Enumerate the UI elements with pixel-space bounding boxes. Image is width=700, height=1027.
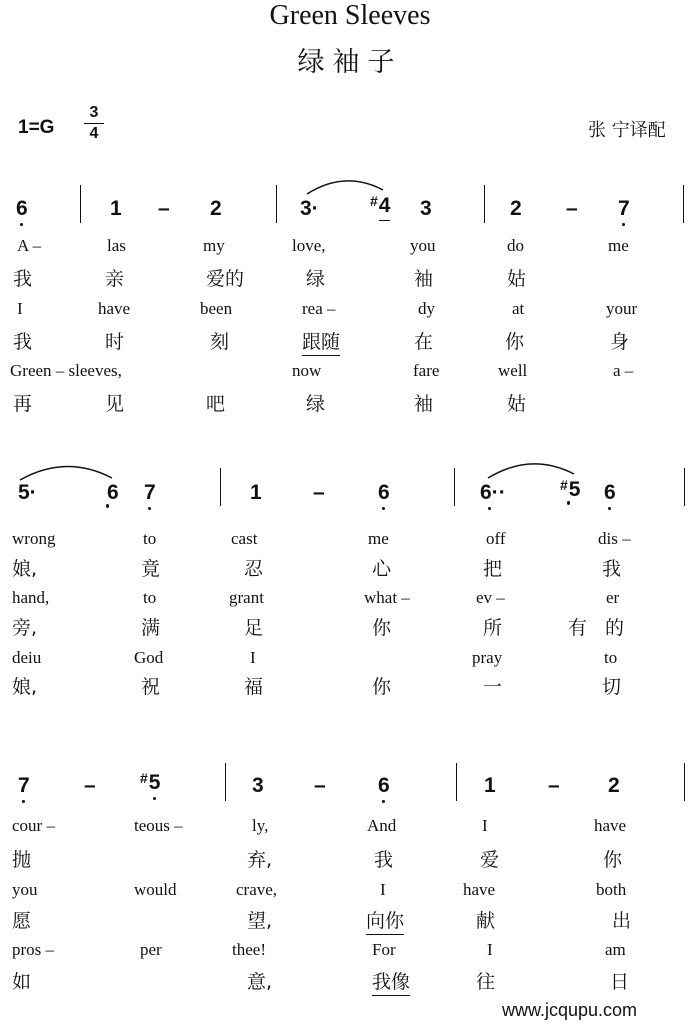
lyric-verse1-en: cour –	[12, 816, 55, 835]
note-digit: 4	[378, 194, 391, 217]
lyric-verse3-en: For	[372, 940, 396, 959]
lyric-verse2-en: what –	[364, 588, 410, 607]
sharp-sign: #	[370, 193, 378, 209]
lyric-verse3-zh: 祝	[141, 676, 161, 698]
lyric-verse3-en: to	[604, 648, 618, 667]
lyric-verse3-zh: 你	[372, 676, 392, 698]
note-digit: 5	[568, 478, 581, 501]
lyric-verse2-en: hand,	[12, 588, 50, 607]
note-digit: 7	[18, 774, 30, 797]
barline	[80, 185, 81, 223]
lyric-verse2-en: you	[12, 880, 38, 899]
lyric-verse1-en: love,	[292, 236, 326, 255]
lyric-verse1-zh: 你	[603, 849, 623, 871]
lyric-verse3-en: Green – sleeves,	[10, 361, 122, 380]
note: 3·	[300, 197, 319, 220]
lyric-verse3-en: pray	[472, 648, 503, 667]
lyric-verse3-en: I	[487, 940, 493, 959]
lyric-verse3-en: well	[498, 361, 528, 380]
lyric-verse2-zh: 你	[505, 331, 525, 353]
lyric-verse2-en: grant	[229, 588, 264, 607]
lyric-verse1-en: my	[203, 236, 225, 255]
lyric-verse1-zh: 我	[374, 849, 394, 871]
lyric-verse3-zh: 切	[602, 676, 622, 698]
lyric-verse2-zh: 愿	[12, 910, 32, 932]
lyric-verse1-en: do	[507, 236, 524, 255]
lyric-verse2-en: to	[143, 588, 157, 607]
note: 1	[484, 774, 496, 797]
lyric-verse2-zh: 你	[372, 617, 392, 639]
lyric-verse3-zh: 绿	[306, 393, 326, 415]
lyric-verse3-zh: 再	[13, 393, 33, 415]
lyric-verse1-en: I	[482, 816, 488, 835]
lyric-verse1-en: to	[143, 529, 157, 548]
note: 3	[252, 774, 264, 797]
note	[618, 197, 630, 221]
lyric-verse2-zh: 望,	[247, 910, 273, 932]
lyric-verse3-en: fare	[413, 361, 440, 380]
lyric-verse1-zh: 弃,	[247, 849, 273, 871]
lyric-verse1-en: off	[486, 529, 506, 548]
lyric-verse1-zh: 我	[13, 268, 33, 290]
barline	[684, 468, 685, 506]
lyric-verse2-zh: 足	[244, 617, 264, 639]
lyric-verse3-zh: 见	[105, 393, 125, 415]
barline	[484, 185, 485, 223]
lyric-verse3-en: a –	[613, 361, 634, 380]
lyric-verse2-en: dy	[418, 299, 435, 318]
lyric-verse2-zh: 刻	[210, 331, 230, 353]
barline	[276, 185, 277, 223]
lyric-verse2-zh: 时	[105, 331, 125, 353]
lyric-verse3-zh: 意,	[247, 971, 273, 993]
lyric-verse2-en: er	[606, 588, 620, 607]
note-digit: 7	[144, 481, 156, 504]
time-signature-bottom: 4	[89, 125, 99, 142]
lyric-verse1-en: cast	[231, 529, 258, 548]
lyric-verse2-en: been	[200, 299, 233, 318]
time-signature	[84, 104, 104, 143]
slur-mark	[18, 462, 114, 482]
note: 1	[250, 481, 262, 504]
lyric-verse2-zh: 向你	[366, 906, 404, 935]
lyric-verse1-zh: 心	[372, 558, 392, 580]
barline	[456, 763, 457, 801]
lyric-verse1-en: have	[594, 816, 627, 835]
lyric-verse2-en: both	[596, 880, 627, 899]
note	[16, 197, 28, 221]
lyric-verse2-zh: 有的	[568, 617, 643, 639]
note: 1	[110, 197, 122, 220]
note-digit: 6	[604, 481, 616, 504]
lyric-verse1-en: me	[368, 529, 389, 548]
note	[378, 774, 390, 798]
lyric-verse2-en: I	[380, 880, 386, 899]
sharp-sign: #	[560, 477, 568, 493]
lyric-verse3-en: deiu	[12, 648, 42, 667]
lyric-verse3-zh: 一	[483, 676, 503, 698]
dash: –	[158, 197, 170, 220]
key-signature: 1=G	[18, 117, 55, 138]
time-signature-top: 3	[89, 104, 99, 121]
lyric-verse1-en: dis –	[598, 529, 631, 548]
lyric-verse1-en: you	[410, 236, 436, 255]
lyric-verse2-en: I	[17, 299, 23, 318]
lyric-verse1-en: wrong	[12, 529, 56, 548]
dash: –	[548, 774, 560, 797]
lyric-verse3-en: per	[140, 940, 162, 959]
lyric-verse1-zh: 我	[602, 558, 622, 580]
note-digit: 6	[107, 481, 119, 504]
note: 2	[210, 197, 222, 220]
note	[378, 481, 390, 505]
song-title-chinese: 绿袖子	[297, 47, 403, 78]
lyric-verse1-zh: 绿	[306, 268, 326, 290]
barline	[220, 468, 221, 506]
lyric-verse3-en: pros –	[12, 940, 55, 959]
lyric-verse1-zh: 袖	[414, 268, 434, 290]
lyric-verse2-en: at	[512, 299, 525, 318]
note	[140, 770, 160, 795]
lyric-verse1-zh: 把	[483, 558, 503, 580]
note: 2	[510, 197, 522, 220]
note: 5·	[18, 481, 37, 504]
lyric-verse1-zh: 抛	[12, 849, 32, 871]
barline	[684, 763, 685, 801]
lyric-verse2-zh: 献	[476, 910, 496, 932]
lyric-verse3-zh: 往	[476, 971, 496, 993]
dash: –	[314, 774, 326, 797]
lyric-verse2-zh: 身	[610, 331, 630, 353]
lyric-verse2-zh: 跟随	[302, 327, 340, 356]
lyric-verse1-zh: 忍	[244, 558, 264, 580]
sharp-sign: #	[140, 770, 148, 786]
lyric-verse3-zh: 福	[244, 676, 264, 698]
lyric-verse2-zh: 所	[483, 617, 503, 639]
lyric-verse3-en: thee!	[232, 940, 266, 959]
note	[370, 193, 390, 218]
lyric-verse1-zh: 爱	[480, 849, 500, 871]
lyric-verse3-zh: 如	[12, 971, 32, 993]
barline	[454, 468, 455, 506]
note: 6··	[480, 481, 506, 504]
lyric-verse2-zh: 满	[141, 617, 161, 639]
translator-credit: 张 宁译配	[588, 120, 666, 141]
lyric-verse2-zh: 在	[414, 331, 434, 353]
barline	[683, 185, 684, 223]
note-digit: 6·	[480, 481, 499, 504]
note: 2	[608, 774, 620, 797]
lyric-verse2-zh: 出	[612, 910, 632, 932]
note-digit: 5	[148, 771, 161, 794]
lyric-verse3-zh: 吧	[206, 393, 226, 415]
note-digit: 7	[618, 197, 630, 220]
lyric-verse2-zh: 旁,	[12, 617, 38, 639]
note	[107, 481, 119, 505]
lyric-verse3-zh: 我像	[372, 967, 410, 996]
lyric-verse2-en: would	[134, 880, 177, 899]
lyric-verse1-en: me	[608, 236, 629, 255]
lyric-verse3-zh: 袖	[414, 393, 434, 415]
dash: –	[84, 774, 96, 797]
song-title-english: Green Sleeves	[269, 0, 431, 31]
lyric-verse2-en: your	[606, 299, 638, 318]
lyric-verse1-zh: 姑	[507, 268, 527, 290]
lyric-verse1-en: And	[367, 816, 397, 835]
lyric-verse3-en: I	[250, 648, 256, 667]
lyric-verse1-zh: 娘,	[12, 558, 38, 580]
lyric-verse3-en: God	[134, 648, 164, 667]
note	[560, 477, 580, 502]
note	[604, 481, 616, 505]
lyric-verse3-zh: 姑	[507, 393, 527, 415]
note	[18, 774, 30, 798]
lyric-verse1-zh: 竟	[141, 558, 161, 580]
site-watermark: www.jcqupu.com	[502, 1000, 638, 1020]
lyric-verse2-en: rea –	[302, 299, 336, 318]
lyric-verse2-zh: 我	[13, 331, 33, 353]
dash: –	[313, 481, 325, 504]
barline	[225, 763, 226, 801]
lyric-verse2-en: have	[98, 299, 131, 318]
note-digit: 6	[16, 197, 28, 220]
lyric-verse2-en: ev –	[476, 588, 505, 607]
lyric-verse2-en: have	[463, 880, 496, 899]
lyric-verse1-en: las	[107, 236, 126, 255]
dash: –	[566, 197, 578, 220]
lyric-verse1-en: A –	[17, 236, 42, 255]
note-digit: 6	[378, 774, 390, 797]
lyric-verse1-en: ly,	[252, 816, 269, 835]
lyric-verse3-en: now	[292, 361, 322, 380]
lyric-verse2-en: crave,	[236, 880, 278, 899]
note	[144, 481, 156, 505]
lyric-verse1-zh: 亲	[105, 268, 125, 290]
lyric-verse3-zh: 日	[610, 971, 630, 993]
lyric-verse3-zh: 娘,	[12, 676, 38, 698]
lyric-verse3-en: am	[605, 940, 626, 959]
time-signature-bar	[84, 123, 104, 124]
note: 3	[420, 197, 432, 220]
lyric-verse1-en: teous –	[134, 816, 183, 835]
slur-mark	[305, 176, 385, 196]
lyric-verse1-zh: 爱的	[206, 268, 245, 290]
note-digit: 6	[378, 481, 390, 504]
